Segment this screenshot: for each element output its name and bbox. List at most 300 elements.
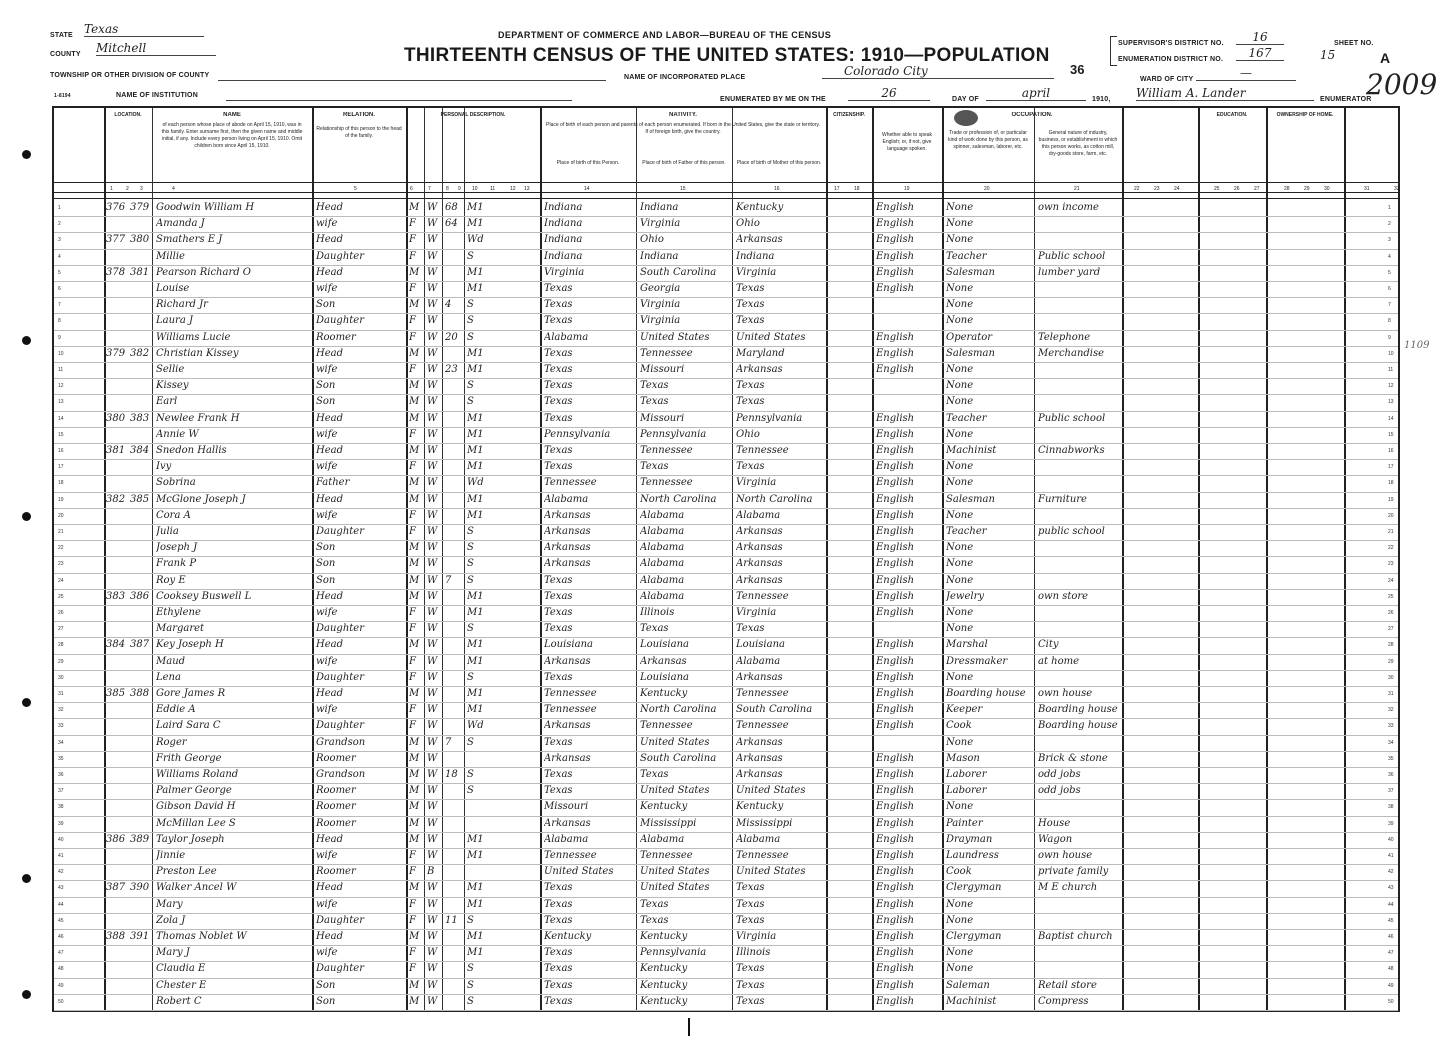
cell-father: Texas — [640, 914, 669, 926]
cell-race: W — [427, 720, 438, 732]
cell-relation: Son — [316, 380, 336, 392]
cell-industry: odd jobs — [1038, 769, 1081, 780]
page-title: THIRTEENTH CENSUS OF THE UNITED STATES: 1910—POPULATION — [404, 45, 1050, 66]
cell-birth: Arkansas — [544, 817, 591, 829]
cell-trade: None — [946, 218, 974, 230]
column-number: 4 — [172, 186, 175, 192]
cell-marital: S — [467, 574, 474, 586]
cell-name: Julia — [156, 526, 179, 537]
cell-dwelling: 378 — [106, 266, 126, 278]
cell-birth: Texas — [544, 574, 573, 586]
cell-mother: Arkansas — [736, 736, 783, 748]
cell-father: South Carolina — [640, 266, 717, 278]
cell-dwelling: 387 — [106, 882, 126, 894]
cell-sex: F — [409, 331, 416, 343]
cell-relation: Daughter — [316, 963, 364, 975]
cell-family: 388 — [130, 688, 150, 699]
cell-trade: Laundress — [946, 850, 999, 861]
row-number: 40 — [1388, 836, 1394, 843]
column-number: 23 — [1154, 186, 1160, 192]
institution-number: 1-8194 — [54, 93, 71, 99]
col-divider — [464, 108, 465, 1010]
row-number: 6 — [1388, 286, 1391, 292]
cell-industry: Cinnabworks — [1038, 445, 1105, 456]
row-number: 21 — [58, 529, 64, 535]
cell-relation: Daughter — [316, 720, 364, 732]
row-number: 38 — [58, 804, 64, 811]
cell-name: Smathers E J — [156, 234, 223, 246]
cell-birth: Pennsylvania — [544, 428, 611, 440]
cell-father: Louisiana — [640, 671, 689, 683]
cell-family: 383 — [130, 412, 150, 424]
cell-sex: M — [409, 347, 420, 359]
cell-name: Frith George — [156, 752, 222, 764]
row-number: 12 — [58, 383, 64, 390]
cell-mother: Alabama — [736, 833, 781, 845]
cell-industry: Public school — [1038, 250, 1106, 262]
cell-name: Cooksey Buswell L — [156, 590, 252, 602]
cell-family: 390 — [130, 882, 150, 894]
cell-marital: S — [467, 380, 474, 392]
cell-language: English — [876, 558, 915, 570]
row-number: 41 — [1388, 853, 1394, 859]
cell-relation: Roomer — [316, 331, 356, 343]
cell-mother: South Carolina — [736, 704, 813, 716]
cell-father: United States — [640, 882, 710, 894]
birth-mother-header: Place of birth of Mother of this person. — [736, 160, 822, 166]
cell-sex: F — [409, 866, 416, 878]
cell-race: W — [427, 671, 438, 683]
row-number: 31 — [1388, 691, 1394, 697]
column-number: 25 — [1214, 186, 1220, 192]
row-number: 42 — [58, 869, 64, 876]
cell-sex: M — [409, 542, 420, 554]
cell-marital: S — [467, 623, 474, 635]
cell-mother: Tennessee — [736, 445, 789, 456]
cell-dwelling: 386 — [106, 833, 126, 845]
binder-hole — [22, 874, 31, 883]
cell-name: Frank P — [156, 558, 197, 570]
row-number: 42 — [1388, 869, 1394, 876]
cell-race: W — [427, 364, 438, 375]
cell-industry: own house — [1038, 850, 1093, 861]
cell-trade: None — [946, 542, 974, 554]
cell-dwelling: 380 — [106, 412, 126, 424]
cell-birth: Texas — [544, 396, 573, 408]
cell-language: English — [876, 833, 915, 845]
cell-trade: None — [946, 736, 974, 748]
sheet-value: 15 — [1320, 48, 1336, 62]
cell-language: English — [876, 898, 915, 910]
cell-sex: M — [409, 396, 420, 408]
cell-relation: Roomer — [316, 817, 356, 829]
cell-language: English — [876, 995, 915, 1007]
citizenship-header: CITIZENSHIP. — [833, 112, 865, 118]
cell-name: Mary — [156, 898, 183, 910]
cell-industry: at home — [1038, 655, 1080, 667]
cell-trade: Salesman — [946, 266, 995, 278]
cell-name: Cora A — [156, 509, 191, 521]
day-label: DAY OF — [952, 96, 979, 103]
cell-mother: Alabama — [736, 509, 781, 521]
cell-race: W — [427, 655, 438, 667]
row-number: 5 — [58, 269, 61, 276]
row-number: 34 — [1388, 739, 1394, 746]
cell-trade: None — [946, 558, 974, 570]
enumerator-label: ENUMERATOR — [1320, 96, 1372, 103]
row-number: 24 — [1388, 577, 1394, 584]
row-number: 44 — [1388, 901, 1394, 908]
row-number: 6 — [58, 286, 61, 292]
column-number: 6 — [410, 186, 413, 192]
cell-sex: F — [409, 250, 416, 262]
cell-name: Walker Ancel W — [156, 882, 237, 894]
row-number: 27 — [58, 626, 64, 633]
row-number: 38 — [1388, 804, 1394, 811]
cell-race: W — [427, 347, 438, 359]
cell-relation: Head — [316, 412, 344, 424]
cell-age: 4 — [445, 299, 452, 311]
cell-language: English — [876, 850, 915, 861]
cell-sex: M — [409, 833, 420, 845]
cell-relation: wife — [316, 283, 338, 294]
cell-mother: Virginia — [736, 931, 777, 942]
cell-mother: Texas — [736, 623, 765, 635]
cell-father: Georgia — [640, 283, 681, 294]
cell-name: Ivy — [156, 461, 172, 473]
cell-language: English — [876, 364, 915, 375]
cell-race: W — [427, 218, 438, 230]
cell-marital: M1 — [467, 704, 484, 716]
supervisor-label: SUPERVISOR'S DISTRICT NO. — [1118, 40, 1224, 47]
row-number: 35 — [58, 755, 64, 762]
cell-trade: None — [946, 461, 974, 473]
cell-birth: Alabama — [544, 493, 589, 505]
column-number: 10 — [472, 186, 478, 192]
row-number: 25 — [58, 593, 64, 600]
cell-race: W — [427, 266, 438, 278]
cell-father: Virginia — [640, 299, 681, 311]
cell-name: Williams Roland — [156, 769, 239, 780]
cell-father: Kentucky — [640, 963, 688, 975]
cell-sex: M — [409, 688, 420, 699]
cell-name: Jinnie — [156, 850, 186, 861]
stamp-number: 2009 — [1366, 68, 1438, 101]
birth-father-header: Place of birth of Father of this person. — [642, 160, 726, 166]
cell-relation: wife — [316, 364, 338, 375]
cell-race: W — [427, 850, 438, 861]
row-number: 12 — [1388, 383, 1394, 390]
cell-language: English — [876, 202, 915, 213]
column-number: 2 — [126, 186, 129, 192]
cell-race: W — [427, 250, 438, 262]
cell-relation: Father — [316, 477, 350, 489]
cell-name: Millie — [156, 250, 185, 262]
cell-name: Richard Jr — [156, 299, 208, 311]
cell-birth: Texas — [544, 882, 573, 894]
cell-dwelling: 376 — [106, 202, 126, 213]
col-divider — [540, 108, 542, 1010]
cell-name: McMillan Lee S — [156, 817, 236, 829]
cell-birth: Texas — [544, 963, 573, 975]
cell-birth: United States — [544, 866, 614, 878]
cell-trade: Machinist — [946, 995, 997, 1007]
cell-mother: United States — [736, 785, 806, 797]
column-number: 26 — [1234, 186, 1240, 192]
column-number: 30 — [1324, 186, 1330, 192]
cell-marital: S — [467, 299, 474, 311]
cell-sex: M — [409, 817, 420, 829]
cell-dwelling: 385 — [106, 688, 126, 699]
cell-name: Earl — [156, 396, 178, 408]
cell-mother: Texas — [736, 995, 765, 1007]
cell-mother: Kentucky — [736, 801, 784, 813]
cell-mother: Virginia — [736, 477, 777, 489]
cell-name: Annie W — [156, 428, 199, 440]
cell-relation: wife — [316, 607, 338, 618]
cell-marital: M1 — [467, 833, 484, 845]
cell-birth: Indiana — [544, 234, 583, 246]
cell-sex: M — [409, 736, 420, 748]
occupation-header: OCCUPATION. — [1011, 112, 1053, 118]
cell-sex: F — [409, 947, 416, 959]
cell-name: Sobrina — [156, 477, 196, 489]
col-divider — [1122, 108, 1124, 1010]
cell-relation: Head — [316, 347, 344, 359]
cell-relation: Head — [316, 493, 344, 505]
cell-trade: None — [946, 299, 974, 311]
institution-label: NAME OF INSTITUTION — [116, 92, 198, 99]
cell-family: 382 — [130, 347, 150, 359]
cell-sex: F — [409, 850, 416, 861]
cell-relation: wife — [316, 655, 338, 667]
cell-father: Alabama — [640, 558, 685, 570]
cell-mother: Tennessee — [736, 720, 789, 732]
cell-birth: Texas — [544, 914, 573, 926]
cell-trade: None — [946, 396, 974, 408]
row-number: 43 — [1388, 885, 1394, 892]
cell-mother: Tennessee — [736, 850, 789, 861]
cell-sex: F — [409, 898, 416, 910]
cell-family: 380 — [130, 234, 150, 246]
cell-sex: F — [409, 428, 416, 440]
cell-relation: Son — [316, 396, 336, 408]
row-number: 18 — [1388, 480, 1394, 487]
row-number: 7 — [1388, 302, 1391, 309]
supervisor-value: 16 — [1236, 30, 1284, 45]
cell-mother: Arkansas — [736, 752, 783, 764]
cell-birth: Arkansas — [544, 542, 591, 554]
cell-race: W — [427, 526, 438, 537]
cell-mother: Louisiana — [736, 639, 785, 651]
cell-trade: Clergyman — [946, 882, 1002, 894]
cell-birth: Virginia — [544, 266, 585, 278]
cell-sex: F — [409, 315, 416, 327]
cell-race: W — [427, 704, 438, 716]
cell-birth: Kentucky — [544, 931, 592, 942]
col-divider — [732, 108, 733, 1010]
cell-relation: Son — [316, 574, 336, 586]
row-number: 9 — [1388, 334, 1391, 341]
cell-sex: F — [409, 671, 416, 683]
cell-marital: S — [467, 769, 474, 780]
cell-race: B — [427, 866, 435, 878]
cell-birth: Texas — [544, 979, 573, 991]
cell-industry: own store — [1038, 590, 1089, 602]
cell-sex: M — [409, 493, 420, 505]
row-number: 50 — [58, 998, 64, 1005]
cell-father: North Carolina — [640, 704, 717, 716]
cell-father: Pennsylvania — [640, 428, 707, 440]
cell-mother: Texas — [736, 461, 765, 473]
cell-birth: Texas — [544, 315, 573, 327]
cell-trade: Teacher — [946, 250, 987, 262]
cell-birth: Texas — [544, 947, 573, 959]
cell-language: English — [876, 914, 915, 926]
row-number: 2 — [1388, 221, 1391, 228]
cell-language: English — [876, 283, 915, 294]
cell-birth: Texas — [544, 283, 573, 294]
day-value: 26 — [848, 86, 930, 101]
cell-age: 64 — [445, 218, 458, 230]
cell-sex: M — [409, 558, 420, 570]
cell-trade: None — [946, 477, 974, 489]
cell-birth: Tennessee — [544, 477, 597, 489]
cell-mother: United States — [736, 866, 806, 878]
cell-mother: Virginia — [736, 266, 777, 278]
cell-marital: M1 — [467, 493, 484, 505]
cell-birth: Texas — [544, 671, 573, 683]
row-number: 11 — [58, 367, 64, 373]
cell-language: English — [876, 590, 915, 602]
cell-mother: Ohio — [736, 218, 760, 230]
cell-trade: None — [946, 509, 974, 521]
cell-trade: Teacher — [946, 412, 987, 424]
state-value: Texas — [84, 22, 204, 37]
row-number: 19 — [58, 496, 64, 503]
cell-relation: Daughter — [316, 526, 364, 537]
cell-mother: Arkansas — [736, 574, 783, 586]
row-number: 48 — [58, 966, 64, 973]
cell-relation: wife — [316, 461, 338, 473]
cell-marital: M1 — [467, 364, 484, 375]
year-label: 1910, — [1092, 96, 1111, 103]
cell-mother: North Carolina — [736, 493, 813, 505]
cell-dwelling: 388 — [106, 931, 126, 942]
cell-relation: Head — [316, 266, 344, 278]
col-divider — [1034, 108, 1035, 1010]
ownership-header: OWNERSHIP OF HOME. — [1276, 112, 1334, 118]
cell-sex: F — [409, 364, 416, 375]
county-value: Mitchell — [96, 41, 216, 56]
place-label: NAME OF INCORPORATED PLACE — [624, 74, 746, 81]
row-number: 4 — [58, 253, 61, 260]
cell-birth: Arkansas — [544, 655, 591, 667]
cell-family: 386 — [130, 590, 150, 602]
nativity-header: NATIVITY. — [669, 112, 697, 118]
cell-name: Zola J — [156, 914, 186, 926]
cell-sex: M — [409, 785, 420, 797]
row-number: 28 — [1388, 642, 1394, 649]
cell-birth: Tennessee — [544, 704, 597, 716]
cell-birth: Texas — [544, 347, 573, 359]
row-line — [54, 1010, 1398, 1011]
cell-father: Texas — [640, 396, 669, 408]
department-heading: DEPARTMENT OF COMMERCE AND LABOR—BUREAU OF THE CENSUS — [498, 30, 832, 40]
cell-marital: M1 — [467, 266, 484, 278]
col-divider — [312, 108, 314, 1010]
cell-sex: M — [409, 380, 420, 392]
row-number: 37 — [58, 788, 64, 795]
birth-person-header: Place of birth of this Person. — [556, 160, 620, 166]
cell-father: Tennessee — [640, 445, 693, 456]
cell-language: English — [876, 785, 915, 797]
cell-sex: M — [409, 412, 420, 424]
cell-sex: M — [409, 202, 420, 213]
cell-relation: Son — [316, 542, 336, 554]
cell-father: United States — [640, 331, 710, 343]
row-number: 28 — [58, 642, 64, 649]
cell-mother: Maryland — [736, 347, 785, 359]
cell-language: English — [876, 542, 915, 554]
cell-mother: Texas — [736, 914, 765, 926]
cell-language: English — [876, 234, 915, 246]
cell-industry: City — [1038, 639, 1059, 651]
place-value: Colorado City — [822, 64, 1054, 79]
cell-relation: wife — [316, 850, 338, 861]
cell-trade: None — [946, 283, 974, 294]
cell-industry: odd jobs — [1038, 785, 1081, 797]
cell-race: W — [427, 396, 438, 408]
cell-birth: Texas — [544, 607, 573, 618]
cell-father: United States — [640, 736, 710, 748]
cell-mother: Tennessee — [736, 688, 789, 699]
row-number: 4 — [1388, 253, 1391, 260]
cell-father: Illinois — [640, 607, 675, 618]
cell-age: 18 — [445, 769, 458, 780]
cell-sex: F — [409, 526, 416, 537]
col-divider — [442, 108, 443, 1010]
cell-language: English — [876, 671, 915, 683]
cell-trade: None — [946, 234, 974, 246]
cell-trade: Clergyman — [946, 931, 1002, 942]
institution-line — [226, 100, 572, 101]
cell-sex: F — [409, 720, 416, 732]
row-number: 16 — [1388, 448, 1394, 454]
cell-name: Margaret — [156, 623, 205, 635]
cell-race: W — [427, 688, 438, 699]
cell-father: Texas — [640, 380, 669, 392]
cell-dwelling: 381 — [106, 445, 126, 456]
cell-language: English — [876, 947, 915, 959]
cell-marital: M1 — [467, 590, 484, 602]
cell-mother: Texas — [736, 299, 765, 311]
row-number: 46 — [1388, 934, 1394, 940]
cell-relation: Son — [316, 995, 336, 1007]
cell-race: W — [427, 623, 438, 635]
cell-trade: Jewelry — [946, 590, 985, 602]
cell-industry: Merchandise — [1038, 347, 1105, 359]
cell-language: English — [876, 882, 915, 894]
cell-mother: Texas — [736, 898, 765, 910]
row-number: 8 — [58, 318, 61, 325]
column-number: 31 — [1364, 186, 1370, 192]
cell-birth: Alabama — [544, 833, 589, 845]
cell-name: Laura J — [156, 315, 193, 327]
cell-marital: S — [467, 315, 474, 327]
row-number: 9 — [58, 334, 61, 341]
cell-industry: Boarding house — [1038, 720, 1118, 732]
